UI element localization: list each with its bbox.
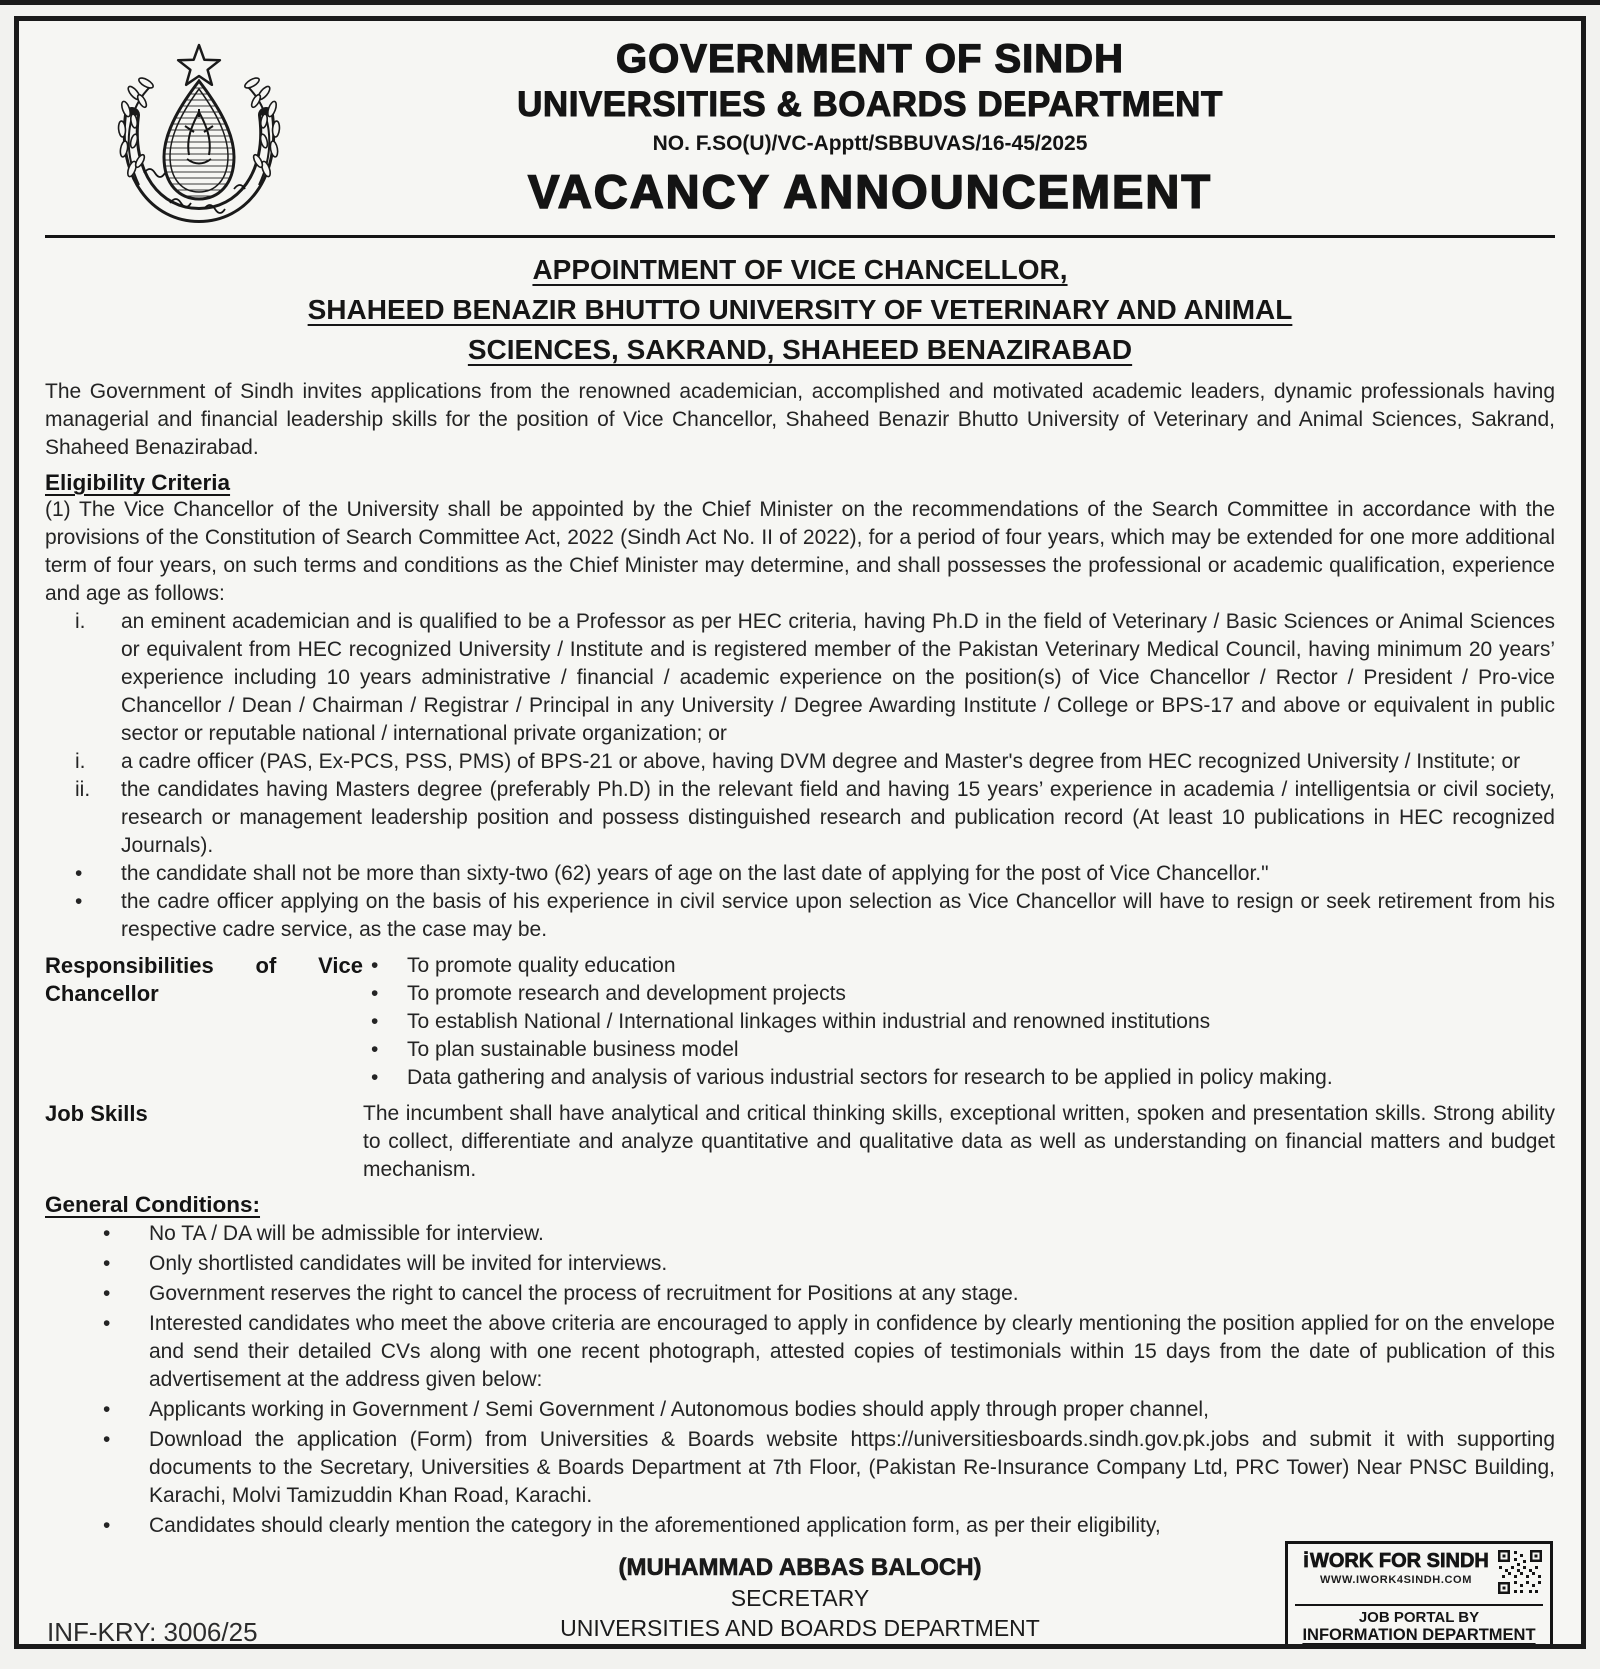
qr-code-icon [1497, 1549, 1543, 1600]
bullet-marker: • [103, 1282, 111, 1306]
bullet-marker: • [371, 954, 379, 978]
list-marker: • [75, 890, 83, 914]
government-of-sindh-emblem-icon [73, 37, 325, 242]
list-marker: ii. [75, 778, 91, 802]
position-title-line3: SCIENCES, SAKRAND, SHAHEED BENAZIRABAD [467, 333, 1133, 365]
reference-number: NO. F.SO(U)/VC-Apptt/SBBUVAS/16-45/2025 [652, 132, 1088, 155]
job-skills-section [45, 1100, 1555, 1184]
responsibility-text: To plan sustainable business model [407, 1038, 739, 1062]
responsibility-item [363, 980, 1555, 1008]
eligibility-list [45, 608, 1555, 944]
job-skills-label: Job Skills [45, 1101, 148, 1127]
bullet-marker: • [103, 1514, 111, 1538]
general-condition-text: Only shortlisted candidates will be invited for interviews. [149, 1252, 668, 1276]
general-condition-item [45, 1310, 1555, 1394]
portal-title [1295, 1549, 1497, 1573]
eligibility-clause: (1) The Vice Chancellor of the University shall be appointed by the Chief Minister on the recommendations of the Search Committee in accordance with the provisions of the Constitution of Search Committee Act, 2022 (Sindh Act No. II of 2022), for a period of four years, which may be extended for one more additional term of four years, on such terms and conditions as the Chief Minister may determine, and shall possesses the professional or academic qualification, experience and age as follows: [45, 498, 1555, 606]
bullet-marker: • [371, 1066, 379, 1090]
government-title: GOVERNMENT OF SINDH [616, 37, 1124, 81]
general-condition-text: Interested candidates who meet the above criteria are encouraged to apply in confidence by clearly mentioning the position applied for on the envelope and send their detailed CVs along with one recent photograph, attested copies of testimonials within 15 days from the date of publication of this advertisement at the address given below: [149, 1312, 1555, 1392]
signatory-role: SECRETARY [730, 1585, 870, 1612]
general-condition-item [45, 1250, 1555, 1278]
responsibility-text: To promote research and development projects [407, 982, 846, 1006]
eligibility-item [45, 888, 1555, 944]
portal-divider [1295, 1604, 1543, 1606]
signatory-name: (MUHAMMAD ABBAS BALOCH) [618, 1554, 982, 1582]
responsibilities-label: Responsibilities of Vice Chancellor [45, 953, 363, 1007]
general-condition-text: Applicants working in Government / Semi Government / Autonomous bodies should apply through proper channel, [149, 1398, 1209, 1422]
general-condition-text: Download the application (Form) from Universities & Boards website https://universitiesboards.sindh.gov.pk.jobs and submit it with supporting documents to the Secretary, Universities & Boards Department at 7th Floor, (Pakistan Re-Insurance Company Ltd, PRC Tower) Near PNSC Building, Karachi, Molvi Tamizuddin Khan Road, Karachi. [149, 1428, 1555, 1508]
department-title: UNIVERSITIES & BOARDS DEPARTMENT [517, 85, 1223, 124]
portal-url: WWW.IWORK4SINDH.COM [1320, 1574, 1472, 1587]
signatory-department: UNIVERSITIES AND BOARDS DEPARTMENT [560, 1615, 1040, 1642]
bullet-marker: • [103, 1222, 111, 1246]
eligibility-item-text: the candidates having Masters degree (preferably Ph.D) in the relevant field and having 15 years’ experience in academia / intelligentsia or civil society, research or management leadership position and possess distinguished research and publication record (At least 10 publications in HEC recognized Journals). [121, 778, 1555, 858]
responsibilities-list [363, 952, 1555, 1092]
eligibility-item-text: the cadre officer applying on the basis of his experience in civil service upon selection as Vice Chancellor will have to resign or seek retirement from his respective cadre service, as the case may be. [121, 890, 1555, 942]
list-marker: • [75, 862, 83, 886]
general-condition-text: Candidates should clearly mention the category in the aforementioned application form, as per their eligibility, [149, 1514, 1161, 1538]
responsibility-item [363, 1008, 1555, 1036]
bullet-marker: • [371, 1010, 379, 1034]
portal-title-text: WORK FOR SINDH [1309, 1550, 1489, 1573]
eligibility-item-text: the candidate shall not be more than sixty-two (62) years of age on the last date of applying for the post of Vice Chancellor." [121, 862, 1269, 886]
responsibilities-section [45, 952, 1555, 1092]
document-header [45, 33, 1555, 231]
document-footer [45, 1540, 1555, 1649]
work-for-sindh-portal-box [1285, 1541, 1553, 1649]
job-skills-text: The incumbent shall have analytical and critical thinking skills, exceptional written, spoken and presentation skills. Strong ability to collect, differentiate and analyze quantitative and qualitative data as well as understanding on financial matters and budget mechanism. [363, 1102, 1555, 1182]
bullet-marker: • [103, 1428, 111, 1452]
eligibility-item [45, 860, 1555, 888]
general-conditions-heading: General Conditions: [45, 1192, 261, 1218]
eligibility-item-text: an eminent academician and is qualified to be a Professor as per HEC criteria, having Ph.D in the field of Veterinary / Basic Sciences or Animal Sciences or equivalent from HEC recognized University / Institute and is registered member of the Pakistan Veterinary Medical Council, having minimum 20 years’ experience including 10 years administrative / financial / academic experience on the position(s) of Vice Chancellor / Rector / President / Pro-vice Chancellor / Dean / Chairman / Registrar / Principal in any University / Degree Awarding Institute / College or BPS-17 and above or equivalent in public sector or reputable national / international private organization; or [121, 610, 1555, 746]
eligibility-item [45, 608, 1555, 748]
bullet-marker: • [103, 1252, 111, 1276]
intro-paragraph: The Government of Sindh invites applications from the renowned academician, accomplished and motivated academic leaders, dynamic professionals having managerial and financial leadership skills for the position of Vice Chancellor, Shaheed Benazir Bhutto University of Veterinary and Animal Sciences, Sakrand, Shaheed Benazirabad. [45, 380, 1555, 460]
list-marker: i. [75, 750, 86, 774]
general-condition-item [45, 1426, 1555, 1510]
general-condition-item [45, 1220, 1555, 1248]
position-title-block [45, 250, 1555, 369]
general-condition-item [45, 1512, 1555, 1540]
eligibility-criteria-heading: Eligibility Criteria [45, 470, 231, 496]
portal-title-block [1295, 1549, 1497, 1586]
general-condition-item [45, 1280, 1555, 1308]
general-conditions-list [45, 1218, 1555, 1540]
responsibility-item [363, 952, 1555, 980]
eligibility-item [45, 776, 1555, 860]
bullet-marker: • [103, 1312, 111, 1336]
portal-subtitle: JOB PORTAL BY [1358, 1609, 1480, 1627]
position-title-line2: SHAHEED BENAZIR BHUTTO UNIVERSITY OF VETERINARY AND ANIMAL [307, 293, 1293, 325]
responsibility-text: Data gathering and analysis of various industrial sectors for research to be applied in policy making. [407, 1066, 1333, 1090]
document-border-frame [14, 16, 1586, 1649]
iwork-brand-icon: i [1303, 1549, 1309, 1573]
bullet-marker: • [103, 1398, 111, 1422]
responsibility-text: To promote quality education [407, 954, 676, 978]
list-marker: i. [75, 610, 86, 634]
general-condition-text: Government reserves the right to cancel the process of recruitment for Positions at any stage. [149, 1282, 1019, 1306]
bullet-marker: • [371, 982, 379, 1006]
eligibility-item-text: a cadre officer (PAS, Ex-PCS, PSS, PMS) of BPS-21 or above, having DVM degree and Master's degree from HEC recognized University / Institute; or [121, 750, 1521, 774]
vacancy-announcement-title: VACANCY ANNOUNCEMENT [527, 165, 1213, 218]
page-top-edge-line [0, 0, 1600, 5]
responsibility-item [363, 1064, 1555, 1092]
responsibility-item [363, 1036, 1555, 1064]
bullet-marker: • [371, 1038, 379, 1062]
general-condition-item [45, 1396, 1555, 1424]
inf-number: INF-KRY: 3006/25 [47, 1617, 258, 1648]
eligibility-item [45, 748, 1555, 776]
general-condition-text: No TA / DA will be admissible for interview. [149, 1222, 544, 1246]
responsibility-text: To establish National / International linkages within industrial and renowned institutions [407, 1010, 1211, 1034]
position-title-line1: APPOINTMENT OF VICE CHANCELLOR, [532, 254, 1068, 285]
portal-department: INFORMATION DEPARTMENT [1302, 1626, 1536, 1645]
